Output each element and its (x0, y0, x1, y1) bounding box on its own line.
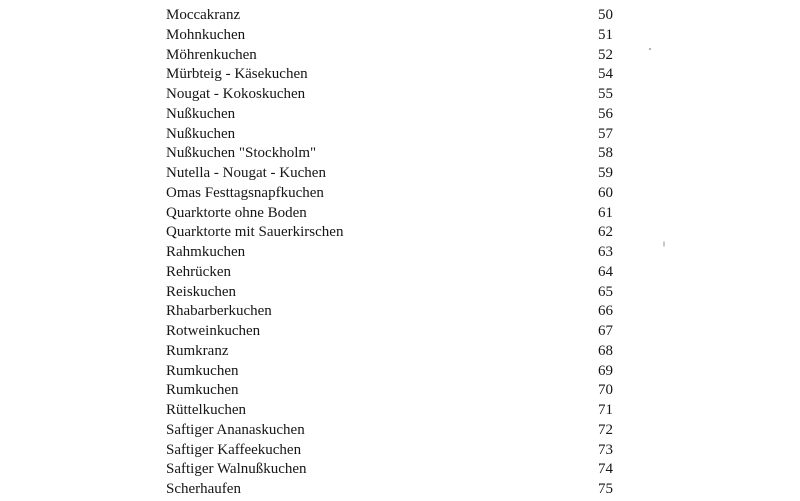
toc-entry-page: 70 (598, 382, 613, 399)
toc-entry (166, 65, 626, 85)
toc-entry-page: 51 (598, 26, 613, 43)
toc-entry-title: Nutella - Nougat - Kuchen (166, 165, 326, 181)
toc-entry (166, 362, 626, 382)
toc-entry-page: 65 (598, 283, 613, 300)
toc-entry (166, 263, 626, 283)
toc-entry (166, 144, 626, 164)
toc-entry-page: 72 (598, 421, 613, 438)
toc-entry-title: Rüttelkuchen (166, 402, 246, 418)
toc-entry-page: 75 (598, 481, 613, 497)
toc-entry-page: 50 (598, 7, 613, 23)
toc-entry (166, 105, 626, 125)
toc-entry-page: 59 (598, 165, 613, 181)
toc-entry-title: Nußkuchen (166, 105, 236, 122)
toc-entry-title: Rumkranz (166, 342, 229, 359)
toc-entry-title: Quarktorte ohne Boden (166, 204, 307, 221)
toc-entry (166, 243, 626, 263)
toc-entry-title: Rehrücken (166, 263, 231, 280)
toc-entry-page: 54 (598, 66, 613, 83)
toc-entry-title: Rahmkuchen (166, 244, 246, 260)
toc-entry-title: Moccakranz (166, 7, 241, 23)
toc-entry (166, 26, 626, 46)
toc-entry-page: 55 (598, 86, 613, 102)
toc-entry-page: 56 (598, 105, 613, 122)
toc-entry-page: 71 (598, 402, 613, 418)
toc-entry-page: 57 (598, 125, 613, 142)
toc-entry-title: Nußkuchen (166, 125, 236, 142)
toc-entry-title: Nußkuchen "Stockholm" (166, 145, 317, 162)
toc-entry (166, 322, 626, 342)
toc-entry (166, 46, 626, 66)
toc-entry-page: 52 (598, 46, 613, 63)
toc-entry-title: Scherhaufen (166, 481, 241, 497)
toc-entry-page: 58 (598, 145, 613, 162)
toc-entry (166, 342, 626, 362)
toc-entry-title: Rotweinkuchen (166, 323, 261, 339)
toc-entry-title: Rumkuchen (166, 362, 239, 379)
toc-entry-title: Rhabarberkuchen (166, 303, 272, 320)
toc-entry (166, 460, 626, 480)
toc-entry-page: 66 (598, 303, 613, 320)
toc-entry (166, 480, 626, 500)
toc-entry-page: 67 (598, 323, 613, 339)
scan-speck (663, 241, 665, 247)
toc-entry (166, 204, 626, 224)
toc-entry-title: Quarktorte mit Sauerkirschen (166, 224, 344, 241)
toc-entry-page: 69 (598, 362, 613, 379)
toc-entry-title: Mohnkuchen (166, 26, 246, 43)
toc-entry-page: 73 (598, 441, 613, 458)
toc-entry-page: 74 (598, 461, 613, 478)
toc-entry (166, 302, 626, 322)
toc-entry-title: Möhrenkuchen (166, 46, 257, 63)
toc-entry-title: Saftiger Ananaskuchen (166, 421, 305, 438)
toc-entry (166, 164, 626, 184)
toc-entry-title: Reiskuchen (166, 283, 236, 300)
scan-speck (649, 48, 651, 50)
toc-entry-page: 62 (598, 224, 613, 241)
toc-entry (166, 85, 626, 105)
toc-entry-page: 68 (598, 342, 613, 359)
toc-entry-title: Rumkuchen (166, 382, 239, 399)
toc-entry (166, 125, 626, 145)
toc-entry (166, 441, 626, 461)
toc-entry-title: Omas Festtagsnapfkuchen (166, 184, 324, 201)
toc-entry-page: 61 (598, 204, 613, 221)
table-of-contents (166, 6, 626, 500)
toc-entry-page: 64 (598, 263, 613, 280)
toc-entry-page: 60 (598, 184, 613, 201)
toc-entry-title: Mürbteig - Käsekuchen (166, 66, 308, 83)
toc-entry-page: 63 (598, 244, 613, 260)
toc-entry (166, 283, 626, 303)
toc-entry (166, 421, 626, 441)
toc-entry-title: Saftiger Walnußkuchen (166, 461, 307, 478)
toc-entry-title: Nougat - Kokoskuchen (166, 86, 306, 102)
toc-entry (166, 381, 626, 401)
toc-entry (166, 223, 626, 243)
toc-entry (166, 401, 626, 421)
toc-entry-title: Saftiger Kaffeekuchen (166, 441, 302, 458)
toc-entry (166, 6, 626, 26)
toc-entry (166, 184, 626, 204)
